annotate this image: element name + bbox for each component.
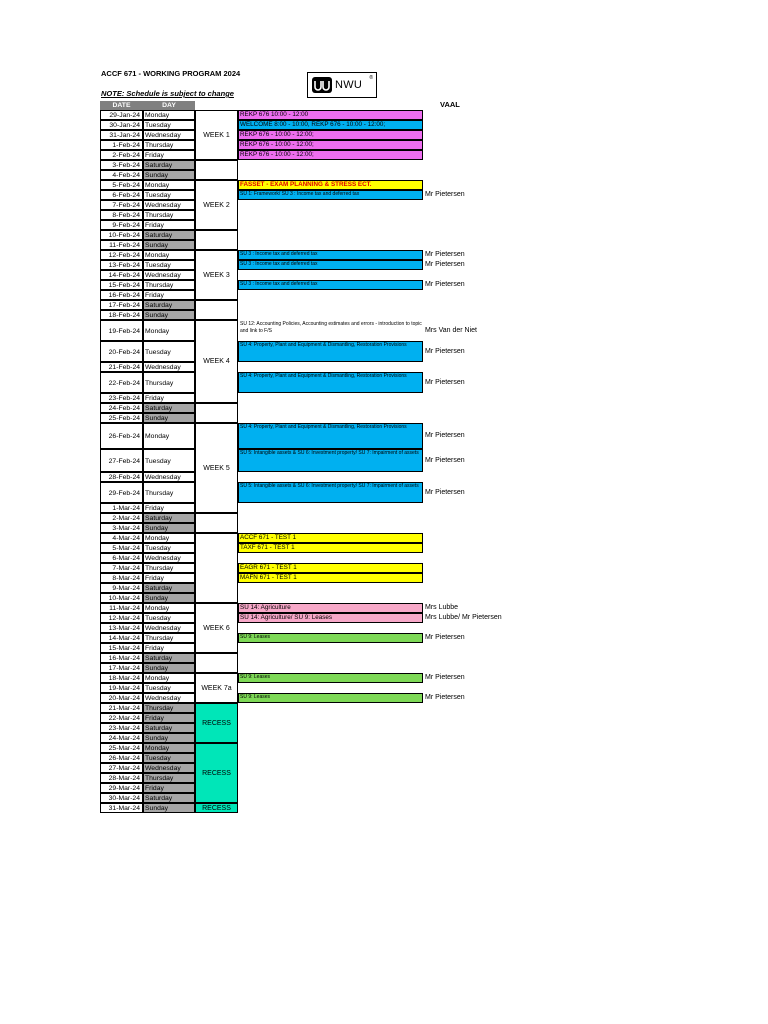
campus-label: VAAL [440,100,460,109]
day-cell: Saturday [143,230,195,240]
day-cell: Friday [143,643,195,653]
date-cell: 19-Feb-24 [100,320,143,341]
day-cell: Saturday [143,653,195,663]
date-cell: 18-Mar-24 [100,673,143,683]
day-cell: Monday [143,320,195,341]
lecturer-label: Mr Pietersen [425,251,465,258]
day-cell: Friday [143,783,195,793]
date-cell: 5-Mar-24 [100,543,143,553]
day-cell: Tuesday [143,543,195,553]
date-cell: 21-Feb-24 [100,362,143,372]
day-cell: Sunday [143,240,195,250]
date-cell: 19-Mar-24 [100,683,143,693]
day-cell: Sunday [143,310,195,320]
day-cell: Wednesday [143,362,195,372]
day-cell: Tuesday [143,613,195,623]
lecturer-label: Mr Pietersen [425,191,465,198]
date-cell: 2-Feb-24 [100,150,143,160]
day-cell: Tuesday [143,120,195,130]
activity-cell: SU 14: Agriculture [238,603,423,613]
week-block: WEEK 2 [195,180,238,230]
date-cell: 23-Feb-24 [100,393,143,403]
activity-cell: SU 1: Framework/ SU 3 : Income tax and deferred tax [238,190,423,200]
day-cell: Sunday [143,733,195,743]
day-cell: Monday [143,533,195,543]
day-cell: Thursday [143,482,195,503]
date-cell: 17-Mar-24 [100,663,143,673]
schedule-note: NOTE: Schedule is subject to change [101,89,234,98]
day-cell: Wednesday [143,623,195,633]
date-cell: 6-Feb-24 [100,190,143,200]
lecturer-label: Mrs Lubbe [425,604,459,611]
lecturer-label: Mr Pietersen [425,488,465,496]
date-cell: 14-Mar-24 [100,633,143,643]
day-cell: Friday [143,220,195,230]
date-cell: 25-Mar-24 [100,743,143,753]
day-cell: Monday [143,743,195,753]
date-cell: 8-Feb-24 [100,210,143,220]
activity-cell: SU 14: Agriculture/ SU 9: Leases [238,613,423,623]
day-cell: Wednesday [143,200,195,210]
date-cell: 3-Feb-24 [100,160,143,170]
day-cell: Sunday [143,170,195,180]
date-cell: 26-Mar-24 [100,753,143,763]
day-cell: Saturday [143,513,195,523]
date-cell: 4-Mar-24 [100,533,143,543]
day-cell: Saturday [143,403,195,413]
activity-cell: SU 9: Leases [238,693,423,703]
lecturer-label: Mr Pietersen [425,694,465,701]
day-cell: Tuesday [143,449,195,472]
date-cell: 31-Jan-24 [100,130,143,140]
lecturer-label: Mr Pietersen [425,634,465,641]
date-cell: 12-Feb-24 [100,250,143,260]
activity-cell: REKP 676 10:00 - 12:00 [238,110,423,120]
date-cell: 27-Mar-24 [100,763,143,773]
date-cell: 1-Feb-24 [100,140,143,150]
date-cell: 25-Feb-24 [100,413,143,423]
week-block: WEEK 5 [195,423,238,513]
column-header-day: DAY [143,101,195,110]
date-cell: 8-Mar-24 [100,573,143,583]
activity-cell: ACCF 671 - TEST 1 [238,533,423,543]
date-cell: 21-Mar-24 [100,703,143,713]
lecturer-label: Mrs Van der Niet [425,326,477,334]
week-block [195,653,238,673]
day-cell: Wednesday [143,763,195,773]
day-cell: Thursday [143,633,195,643]
activity-cell: WELCOME 8:00 - 10:00, REKP 676 - 10:00 - 12:00; [238,120,423,130]
day-cell: Saturday [143,723,195,733]
day-cell: Sunday [143,803,195,813]
activity-cell: SU 4: Property, Plant and Equipment & Dismantling, Restoration Provisions [238,423,423,449]
activity-cell: EAGR 671 - TEST 1 [238,563,423,573]
date-cell: 9-Feb-24 [100,220,143,230]
logo-text: NWU [335,79,363,91]
date-cell: 2-Mar-24 [100,513,143,523]
activity-cell: SU 9: Leases [238,673,423,683]
date-cell: 3-Mar-24 [100,523,143,533]
activity-cell: SU 9: Leases [238,633,423,643]
day-cell: Saturday [143,160,195,170]
day-cell: Sunday [143,663,195,673]
date-cell: 30-Jan-24 [100,120,143,130]
date-cell: 27-Feb-24 [100,449,143,472]
day-cell: Wednesday [143,553,195,563]
date-cell: 20-Mar-24 [100,693,143,703]
lecturer-label: Mr Pietersen [425,281,465,288]
date-cell: 5-Feb-24 [100,180,143,190]
activity-cell: SU 4: Property, Plant and Equipment & Dismantling, Restoration Provisions [238,372,423,393]
day-cell: Wednesday [143,472,195,482]
lecturer-label: Mr Pietersen [425,261,465,268]
activity-cell: TAXF 671 - TEST 1 [238,543,423,553]
week-block [195,513,238,533]
date-cell: 30-Mar-24 [100,793,143,803]
day-cell: Monday [143,673,195,683]
date-cell: 10-Feb-24 [100,230,143,240]
date-cell: 11-Feb-24 [100,240,143,250]
day-cell: Friday [143,393,195,403]
day-cell: Monday [143,180,195,190]
activity-cell: FASSET - EXAM PLANNING & STRESS ECT. [238,180,423,190]
activity-cell: SU 3 : Income tax and deferred tax [238,250,423,260]
activity-cell: SU 4: Property, Plant and Equipment & Dismantling, Restoration Provisions [238,341,423,362]
week-block [195,403,238,423]
date-cell: 29-Mar-24 [100,783,143,793]
day-cell: Monday [143,250,195,260]
date-cell: 20-Feb-24 [100,341,143,362]
week-block: WEEK 7a [195,673,238,703]
day-cell: Tuesday [143,260,195,270]
day-cell: Monday [143,603,195,613]
day-cell: Thursday [143,372,195,393]
lecturer-label: Mr Pietersen [425,378,465,386]
day-cell: Wednesday [143,693,195,703]
week-block: WEEK 3 [195,250,238,300]
week-block [195,230,238,250]
day-cell: Friday [143,290,195,300]
date-cell: 12-Mar-24 [100,613,143,623]
week-block [195,300,238,320]
date-cell: 22-Feb-24 [100,372,143,393]
day-cell: Friday [143,503,195,513]
date-cell: 29-Jan-24 [100,110,143,120]
activity-cell: SU 3 : Income tax and deferred tax [238,260,423,270]
registered-mark: ® [369,75,373,81]
day-cell: Friday [143,573,195,583]
recess-block: RECESS [195,743,238,803]
date-cell: 23-Mar-24 [100,723,143,733]
nwu-logo [307,72,377,98]
date-cell: 1-Mar-24 [100,503,143,513]
date-cell: 13-Mar-24 [100,623,143,633]
activity-cell: REKP 676 - 10:00 - 12:00; [238,130,423,140]
lecturer-label: Mr Pietersen [425,432,465,439]
date-cell: 31-Mar-24 [100,803,143,813]
day-cell: Friday [143,713,195,723]
day-cell: Sunday [143,593,195,603]
day-cell: Thursday [143,773,195,783]
date-cell: 6-Mar-24 [100,553,143,563]
date-cell: 15-Feb-24 [100,280,143,290]
date-cell: 18-Feb-24 [100,310,143,320]
day-cell: Sunday [143,413,195,423]
day-cell: Tuesday [143,190,195,200]
activity-cell: SU 5: Intangible assets & SU 6: Investment property/ SU 7: Impairment of assets [238,482,423,503]
date-cell: 28-Feb-24 [100,472,143,482]
nwu-emblem-icon [311,76,333,94]
day-cell: Thursday [143,280,195,290]
activity-cell: REKP 676 - 10:00 - 12:00; [238,140,423,150]
week-block [195,160,238,180]
date-cell: 14-Feb-24 [100,270,143,280]
date-cell: 7-Feb-24 [100,200,143,210]
day-cell: Wednesday [143,130,195,140]
date-cell: 26-Feb-24 [100,423,143,449]
date-cell: 24-Feb-24 [100,403,143,413]
day-cell: Thursday [143,140,195,150]
day-cell: Monday [143,110,195,120]
day-cell: Thursday [143,563,195,573]
date-cell: 16-Feb-24 [100,290,143,300]
lecturer-label: Mr Pietersen [425,456,465,464]
activity-cell: SU 3 : Income tax and deferred tax [238,280,423,290]
date-cell: 22-Mar-24 [100,713,143,723]
day-cell: Thursday [143,210,195,220]
date-cell: 24-Mar-24 [100,733,143,743]
date-cell: 10-Mar-24 [100,593,143,603]
date-cell: 13-Feb-24 [100,260,143,270]
program-title: ACCF 671 - WORKING PROGRAM 2024 [101,69,241,78]
date-cell: 11-Mar-24 [100,603,143,613]
week-block: WEEK 6 [195,603,238,653]
week-block: WEEK 1 [195,110,238,160]
day-cell: Monday [143,423,195,449]
date-cell: 17-Feb-24 [100,300,143,310]
activity-cell: SU 12: Accounting Policies, Accounting estimates and errors - introduction to topic and link to F/S [238,320,423,341]
date-cell: 15-Mar-24 [100,643,143,653]
week-block [195,533,238,603]
column-header-date: DATE [100,101,143,110]
activity-cell: SU 5: Intangible assets & SU 6: Investment property/ SU 7: Impairment of assets [238,449,423,472]
date-cell: 4-Feb-24 [100,170,143,180]
date-cell: 29-Feb-24 [100,482,143,503]
day-cell: Sunday [143,523,195,533]
day-cell: Tuesday [143,341,195,362]
activity-cell: REKP 676 - 10:00 - 12:00; [238,150,423,160]
day-cell: Friday [143,150,195,160]
lecturer-label: Mrs Lubbe/ Mr Pietersen [425,614,502,621]
day-cell: Wednesday [143,270,195,280]
day-cell: Saturday [143,300,195,310]
date-cell: 7-Mar-24 [100,563,143,573]
date-cell: 9-Mar-24 [100,583,143,593]
day-cell: Saturday [143,793,195,803]
recess-block: RECESS [195,703,238,743]
day-cell: Tuesday [143,683,195,693]
lecturer-label: Mr Pietersen [425,674,465,681]
day-cell: Saturday [143,583,195,593]
activity-cell: MAFN 671 - TEST 1 [238,573,423,583]
date-cell: 16-Mar-24 [100,653,143,663]
lecturer-label: Mr Pietersen [425,347,465,355]
day-cell: Thursday [143,703,195,713]
week-block: WEEK 4 [195,320,238,403]
date-cell: 28-Mar-24 [100,773,143,783]
recess-block: RECESS [195,803,238,813]
day-cell: Tuesday [143,753,195,763]
